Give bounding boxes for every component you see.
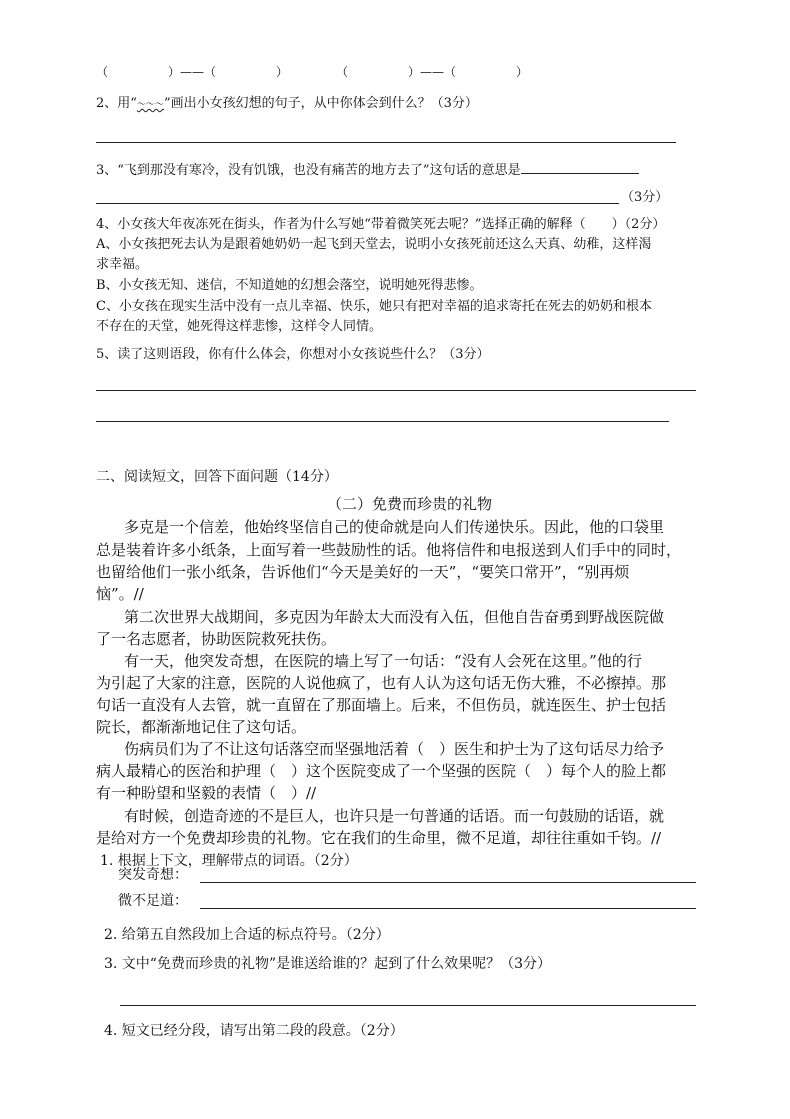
term-label-1: 突发奇想：	[118, 867, 188, 883]
question-2-prompt	[96, 95, 478, 114]
passage-line-14: 有时候，创造奇迹的不是巨人，也许只是一句普通的话语。而一句鼓励的话语，就	[124, 807, 665, 825]
passage-line-12: 病人最精心的医治和护理（ ）这个医院变成了一个坚强的医院（ ）每个人的脸上都	[96, 762, 667, 780]
top-answer-blanks: （ ）——（ ） （ ）——（ ）	[96, 65, 529, 79]
question-4-option-b[interactable]: B、小女孩无知、迷信，不知道她的幻想会落空，说明她死得悲惨。	[96, 278, 483, 293]
question-4-option-c-line1[interactable]: C、小女孩在现实生活中没有一点儿幸福、快乐，她只有把对幸福的追求寄托在死去的奶奶和根本	[96, 299, 652, 314]
question-5-prompt: 5、读了这则语段，你有什么体会，你想对小女孩说些什么？（3分）	[96, 347, 490, 362]
answer-line-term-2[interactable]	[200, 908, 696, 909]
answer-line-q5-1[interactable]	[96, 390, 696, 391]
question-4-option-a-line1[interactable]: A、小女孩把死去认为是跟着她奶奶一起飞到天堂去，说明小女孩死前还这么天真、幼稚，这样渴	[96, 237, 652, 252]
question-3-prompt	[96, 159, 639, 180]
question-4-option-a-line2[interactable]: 求幸福。	[96, 257, 149, 272]
s2-question-2-prompt: 2. 给第五自然段加上合适的标点符号。（2分）	[104, 927, 390, 943]
answer-line-q3[interactable]	[96, 203, 619, 204]
question-3-score: （3分）	[621, 190, 669, 205]
passage-line-3: 也留给他们一张小纸条，告诉他们“今天是美好的一天”，“要笑口常开”，“别再烦	[96, 563, 630, 581]
answer-blank-q3-inline[interactable]	[521, 159, 639, 174]
passage-line-13: 有一种盼望和坚毅的表情（ ）//	[96, 784, 317, 802]
passage-line-1: 多克是一个信差，他始终坚信自己的使命就是向人们传递快乐。因此，他的口袋里	[124, 518, 665, 536]
passage-line-6: 了一名志愿者，协助医院救死扶伤。	[96, 630, 337, 648]
passage-title: （二）免费而珍贵的礼物	[327, 495, 493, 513]
passage-line-4: 恼”。//	[96, 585, 144, 603]
question-2-suffix: ”画出小女孩幻想的句子，从中你体会到什么？（3分）	[163, 96, 478, 111]
answer-line-q2[interactable]	[96, 142, 676, 143]
passage-line-5: 第二次世界大战期间，多克因为年龄太大而没有入伍，但他自告奋勇到野战医院做	[124, 608, 665, 626]
passage-line-7: 有一天，他突发奇想，在医院的墙上写了一句话：“没有人会死在这里。”他的行	[124, 652, 642, 670]
passage-line-11: 伤病员们为了不让这句话落空而坚强地活着（ ）医生和护士为了这句话尽力给予	[124, 740, 665, 758]
answer-line-q5-2[interactable]	[96, 421, 669, 422]
passage-line-15: 是给对方一个免费却珍贵的礼物。它在我们的生命里，微不足道，却往往重如千钧。//	[96, 829, 662, 847]
question-2-prefix: 2、用“	[96, 96, 137, 111]
answer-line-term-1[interactable]	[200, 882, 696, 883]
passage-line-8: 为引起了大家的注意，医院的人说他疯了，也有人认为这句话无伤大雅，不必擦掉。那	[96, 674, 667, 692]
passage-line-2: 总是装着许多小纸条，上面写着一些鼓励性的话。他将信件和电报送到人们手中的同时，	[96, 541, 682, 559]
wavy-line-mark: ～～～	[136, 100, 164, 110]
s2-question-3-prompt: 3. 文中“免费而珍贵的礼物”是谁送给谁的？起到了什么效果呢？（3分）	[104, 956, 552, 972]
passage-line-9: 句话一直没有人去管，就一直留在了那面墙上。后来，不但伤员，就连医生、护士包括	[96, 696, 667, 714]
question-4-option-c-line2[interactable]: 不存在的天堂，她死得这样悲惨，这样令人同情。	[96, 319, 383, 334]
section-2-heading: 二、阅读短文，回答下面问题（14分）	[96, 469, 338, 485]
s2-question-4-prompt: 4. 短文已经分段，请写出第二段的段意。（2分）	[104, 1023, 404, 1039]
question-3-text: 3、“飞到那没有寒冷，没有饥饿，也没有痛苦的地方去了”这句话的意思是	[96, 163, 521, 178]
s2-question-1-prompt: 1. 根据上下文，理解带点的词语。（2分）	[100, 853, 358, 869]
question-4-stem: 4、小女孩大年夜冻死在街头，作者为什么写她“带着微笑死去呢？”选择正确的解释（ ）（2分）	[96, 217, 666, 232]
answer-line-s2-q3[interactable]	[120, 1005, 696, 1006]
term-label-2: 微不足道：	[118, 893, 188, 909]
passage-line-10: 院长，都渐渐地记住了这句话。	[96, 718, 307, 736]
